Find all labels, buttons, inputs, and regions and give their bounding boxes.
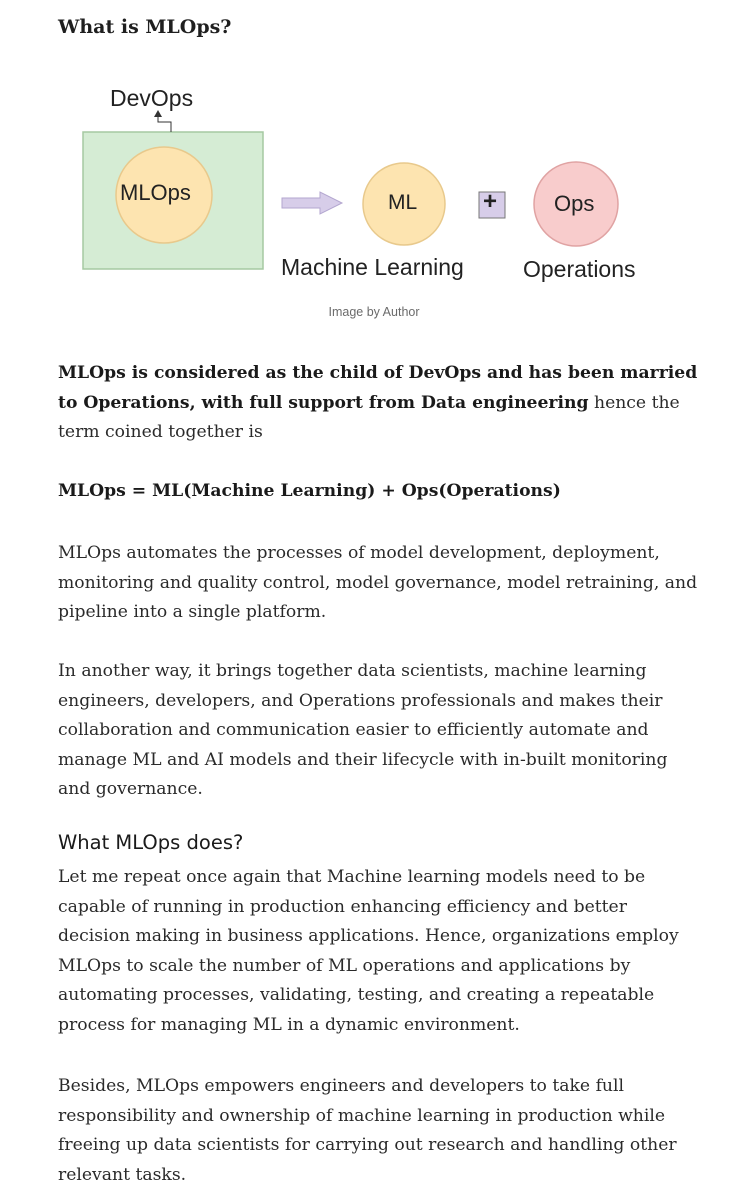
paragraph-besides: Besides, MLOps empowers engineers and developers to take full responsibility and ownership of machine learning in production while freeing up data scientists for carrying out research and handling other relevant tasks. [58,1076,677,1185]
paragraph-mlops-formula [58,477,698,507]
paragraph-repeat: Let me repeat once again that Machine learning models need to be capable of running in production enhancing efficiency and better decision making in business applications. Hence, organizations employ MLOps to scale the number of ML operations and applications by automating processes, validating, testing, and creating a repeatable process for managing ML in a dynamic environment. [58,867,679,1035]
image-caption: Image by Author [328,305,420,319]
operations-label: Operations [523,256,636,282]
section-heading-what-mlops-does: What MLOps does? [58,831,244,854]
paragraph-mlops-automates: MLOps automates the processes of model development, deployment, monitoring and quality control, model governance, model retraining, and pipeline into a single platform. [58,543,698,623]
ops-label: Ops [554,191,595,216]
formula-text: MLOps = ML(Machine Learning) + Ops(Operations) [58,481,561,501]
devops-label: DevOps [110,85,194,111]
mlops-label: MLOps [120,180,191,205]
paragraph-another-way: In another way, it brings together data scientists, machine learning engineers, developers, and Operations professionals and makes their collaboration and communication easier to efficiently automate and manage ML and AI models and their lifecycle with in-built monitoring and governance. [58,661,668,800]
mlops-diagram [80,82,680,292]
paragraph-text: hence the term coined together is [58,392,680,443]
arrow-shape [282,192,342,214]
plus-symbol: + [483,188,498,215]
paragraph-bold-text: MLOps is considered as the child of DevOps and has been married to Operations, with full support from Data engineering [58,363,698,413]
section-heading-what-is-mlops: What is MLOps? [58,16,232,38]
paragraph-mlops-definition [58,359,698,448]
ml-label: ML [388,191,418,214]
machine-learning-label: Machine Learning [281,254,464,280]
